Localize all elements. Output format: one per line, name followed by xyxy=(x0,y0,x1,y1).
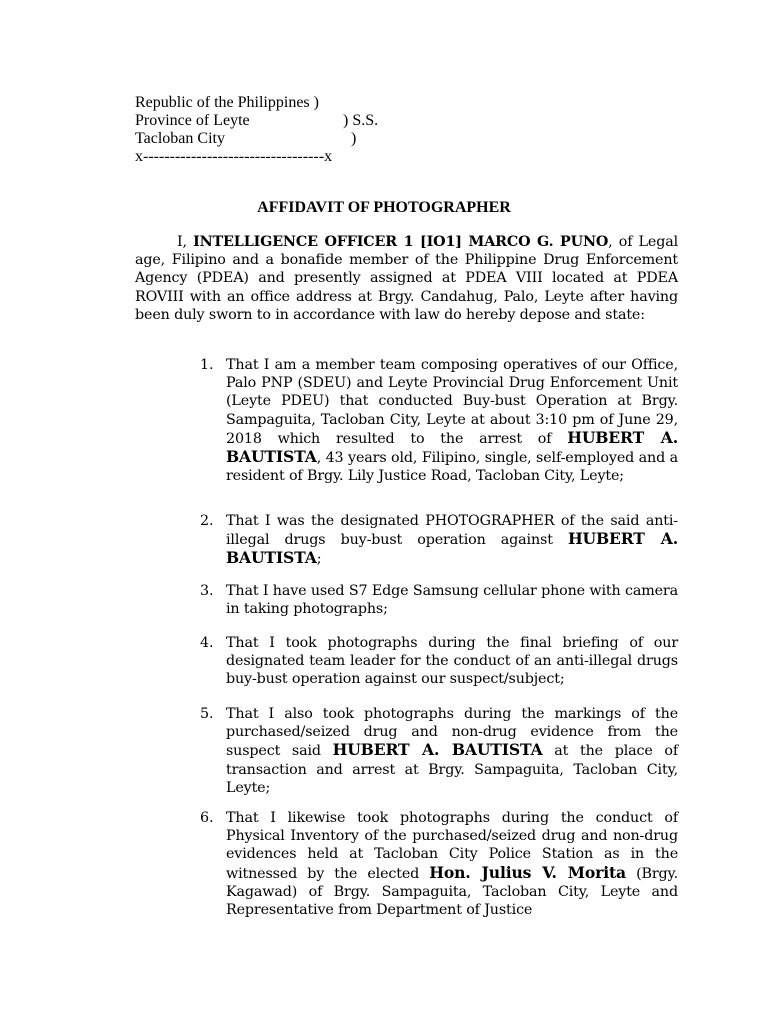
item-text xyxy=(226,356,678,485)
statement-item-2 xyxy=(200,512,678,569)
caption-line-republic xyxy=(135,94,332,112)
item-text-part: That I am a member team composing operatives of our Office, Palo PNP (SDEU) and Leyte Provincial Drug Enforcement Unit (Leyte PDEU) that conducted Buy-bust Operation at Brgy. Sampaguita, Tacloban City, Leyte at about 3:10 pm of June 29, 2018 which resulted to the arrest of xyxy=(226,357,678,447)
suspect-name: HUBERT A. BAUTISTA xyxy=(226,529,679,568)
document-title: AFFIDAVIT OF PHOTOGRAPHER xyxy=(257,199,511,216)
caption-city-bracket: ) xyxy=(351,130,357,147)
item-text xyxy=(226,512,678,569)
caption-republic-text: Republic of the Philippines ) xyxy=(135,94,319,111)
caption-ss-text: ) S.S. xyxy=(343,112,379,129)
suspect-name: HUBERT A. BAUTISTA xyxy=(332,740,543,760)
caption-province-text: Province of Leyte xyxy=(135,112,250,129)
item-text: That I have used S7 Edge Samsung cellular phone with camera in taking photographs; xyxy=(226,583,678,618)
item-number: 3. xyxy=(200,583,214,599)
intro-lead: I, xyxy=(177,234,194,250)
statement-item-6 xyxy=(200,809,678,919)
venue-caption xyxy=(135,94,379,166)
item-text xyxy=(226,705,678,797)
item-text xyxy=(226,809,678,919)
affiant-name: INTELLIGENCE OFFICER 1 [IO1] MARCO G. PUNO xyxy=(193,234,609,250)
item-number: 1. xyxy=(200,357,214,373)
statement-item-3 xyxy=(200,582,678,618)
item-text-part: That I also took photographs during the markings of the purchased/seized drug and non-drug evidence from the suspect said xyxy=(226,706,678,760)
item-text: That I took photographs during the final briefing of our designated team leader for the conduct of an anti-illegal drugs buy-bust operation against our suspect/subject; xyxy=(226,635,678,688)
item-text-part: That I likewise took photographs during the conduct of Physical Inventory of the purchased/seized drug and non-drug evidences held at Tacloban City Police Station as in the witnessed by the elected xyxy=(226,810,678,882)
caption-separator-text: x----------------------------------x xyxy=(135,148,333,165)
item-text-part: , 43 years old, Filipino, single, self-employed and a resident of Brgy. Lily Justice Road, Tacloban City, Leyte; xyxy=(226,450,678,485)
item-number: 5. xyxy=(200,706,214,722)
item-text-part: That I was the designated PHOTOGRAPHER of the said anti-illegal drugs buy-bust operation against xyxy=(226,513,678,549)
item-number: 2. xyxy=(200,513,214,529)
item-text-part: at the place of transaction and arrest at Brgy. Sampaguita, Tacloban City, Leyte; xyxy=(226,743,678,796)
caption-line-city xyxy=(135,130,357,148)
item-text-part: (Brgy. Kagawad) of Brgy. Sampaguita, Tacloban City, Leyte and Representative from Department of Justice xyxy=(226,865,678,919)
suspect-name: HUBERT A. BAUTISTA xyxy=(226,427,678,467)
statement-item-1 xyxy=(200,356,678,485)
caption-line-separator xyxy=(135,148,332,166)
statement-item-4 xyxy=(200,634,678,689)
intro-paragraph xyxy=(135,233,678,324)
witness-name: Hon. Julius V. Morita xyxy=(429,862,626,882)
item-number: 6. xyxy=(200,810,214,826)
caption-city-text: Tacloban City xyxy=(135,130,225,147)
statement-item-5 xyxy=(200,705,678,797)
intro-body: , of Legal age, Filipino and a bonafide member of the Philippine Drug Enforcement Agency (PDEA) and presently assigned at PDEA VIII located at PDEA ROVIII with an office address at Brgy. Candahug, Palo, Leyte after having been duly sworn to in accordance with law do hereby depose and state: xyxy=(135,234,678,323)
item-number: 4. xyxy=(200,635,214,651)
caption-line-province xyxy=(135,112,379,130)
item-text-part: ; xyxy=(316,551,322,568)
